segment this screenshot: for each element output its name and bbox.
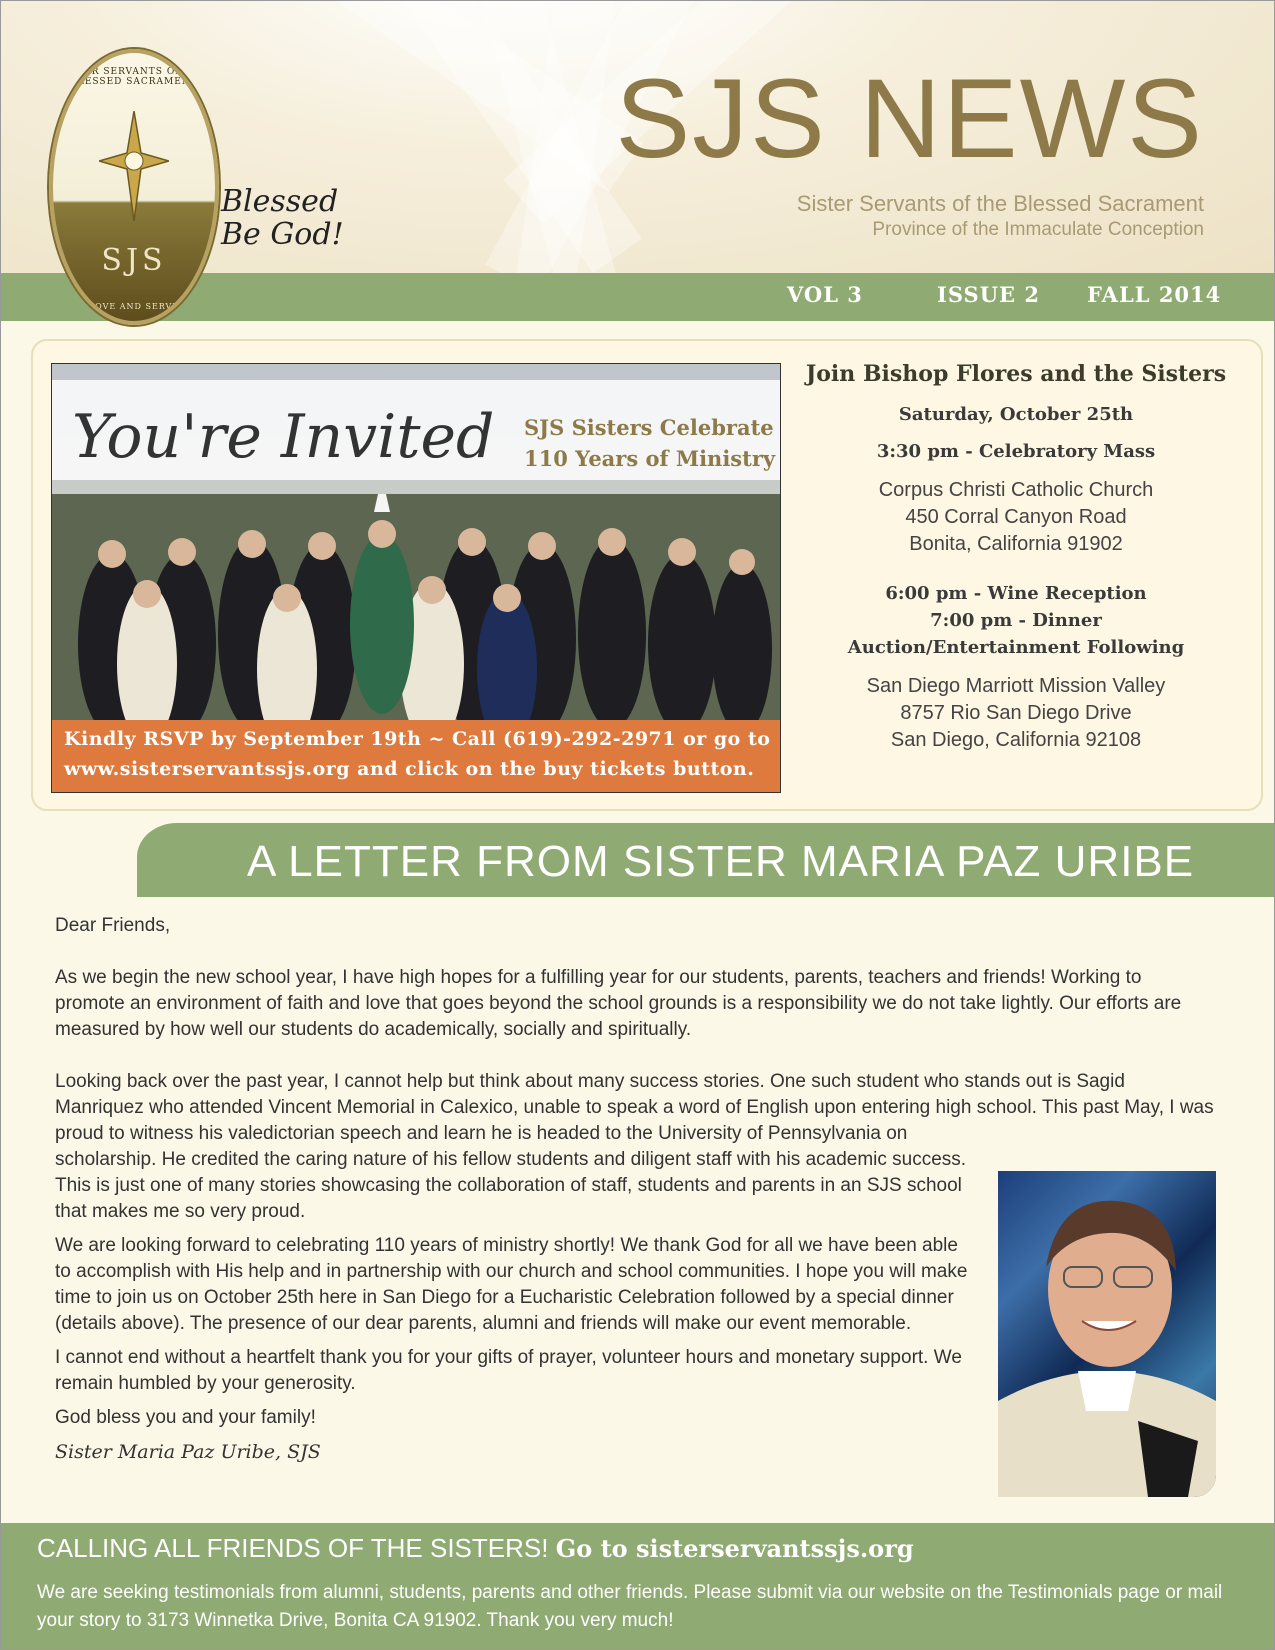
celebration-text: SJS Sisters Celebrate 110 Years of Ministry (524, 415, 776, 471)
footer-headline: CALLING ALL FRIENDS OF THE SISTERS! Go to sisterservantssjs.org (37, 1533, 914, 1563)
letter-greeting: Dear Friends, (55, 915, 171, 936)
auction-note: Auction/Entertainment Following (847, 637, 1185, 658)
invitation-headline: You're Invited (72, 402, 495, 472)
letter-signature: Sister Maria Paz Uribe, SJS (55, 1441, 321, 1463)
invitation-photo (51, 363, 781, 793)
letter-paragraph-2b: scholarship. He credited the caring nature of his fellow students and diligent staff with his academic success. This is just one of many stories showcasing the collaboration of staff, students and parents in an SJS school that makes me so very proud. (55, 1149, 967, 1222)
event-date: Saturday, October 25th (898, 404, 1134, 425)
dinner-time: 7:00 pm - Dinner (930, 610, 1102, 631)
newsletter-title: SJS NEWS (615, 56, 1204, 181)
event-heading: Join Bishop Flores and the Sisters (805, 361, 1227, 387)
letter-paragraph-1: As we begin the new school year, I have high hopes for a fulfilling year for our students, parents, teachers and friends! Working to promote an environment of faith and love that goes beyond the school grounds is a responsibility we do not take lightly. Our efforts are measured by how well our students do academically, socially and spiritually. (55, 967, 1182, 1040)
group-photo-sisters (52, 494, 780, 724)
portrait-figure (998, 1171, 1216, 1497)
mass-time: 3:30 pm - Celebratory Mass (876, 441, 1156, 462)
church-name: Corpus Christi Catholic Church (878, 479, 1154, 501)
monstrance-star-icon (99, 111, 169, 221)
venue-city: San Diego, California 92108 (890, 729, 1142, 751)
rsvp-banner (52, 720, 780, 792)
footer-body: We are seeking testimonials from alumni, students, parents and other friends. Please submit via our website on the Testimonials page or mail your story to 3173 Winnetka Drive, Bonita CA 91902. Thank you very much! (37, 1582, 1223, 1631)
venue-street: 8757 Rio San Diego Drive (900, 702, 1132, 724)
sjs-logo: SISTER SERVANTS OF THE BLESSED SACRAMENT SJS LOVE AND SERVE (49, 49, 219, 325)
letter-paragraph-3: We are looking forward to celebrating 110 years of ministry shortly! We thank God for all we have been able to accomplish with His help and in partnership with our church and school communities. I hope you will make time to join us on October 25th here in San Diego for a Eucharistic Celebration followed by a special dinner (details above). The presence of our dear parents, alumni and friends will make our event memorable. (55, 1235, 968, 1334)
reception-time: 6:00 pm - Wine Reception (885, 583, 1147, 604)
footer-callout (1, 1523, 1274, 1649)
slogan: Blessed Be God! (221, 184, 344, 252)
venue-name: San Diego Marriott Mission Valley (866, 675, 1166, 697)
event-details (791, 361, 1241, 754)
letter-heading: A LETTER FROM SISTER MARIA PAZ URIBE (247, 837, 1195, 886)
sister-portrait-photo (998, 1171, 1216, 1497)
letter-heading-bar (137, 823, 1274, 897)
volume-label: VOL 3 (787, 282, 863, 307)
invitation-banner (52, 380, 780, 480)
issue-label: ISSUE 2 (937, 282, 1040, 307)
province-name: Province of the Immaculate Conception (872, 219, 1204, 240)
letter-paragraph-2a: Looking back over the past year, I cannot help but think about many success stories. One such student who stands out is Sagid Manriquez who attended Vincent Memorial in Calexico, unable to speak a word of English upon entering high school. This past May, I was proud to witness his valedictorian speech and learn he is headed to the University of Pennsylvania on (55, 1071, 1214, 1144)
rsvp-line-1: Kindly RSVP by September 19th ~ Call (619)-292-2971 or go to (64, 728, 771, 750)
website-link[interactable]: Go to sisterservantssjs.org (555, 1534, 914, 1563)
season-label: FALL 2014 (1087, 282, 1222, 307)
letter-paragraph-4: I cannot end without a heartfelt thank you for your gifts of prayer, volunteer hours and monetary support. We remain humbled by your generosity. (55, 1347, 962, 1394)
rsvp-line-2[interactable]: www.sisterservantssjs.org and click on the buy tickets button. (64, 758, 755, 780)
organization-name: Sister Servants of the Blessed Sacrament (796, 191, 1204, 216)
church-city: Bonita, California 91902 (909, 533, 1123, 555)
letter-closing: God bless you and your family! (55, 1407, 316, 1428)
church-street: 450 Corral Canyon Road (905, 506, 1127, 528)
